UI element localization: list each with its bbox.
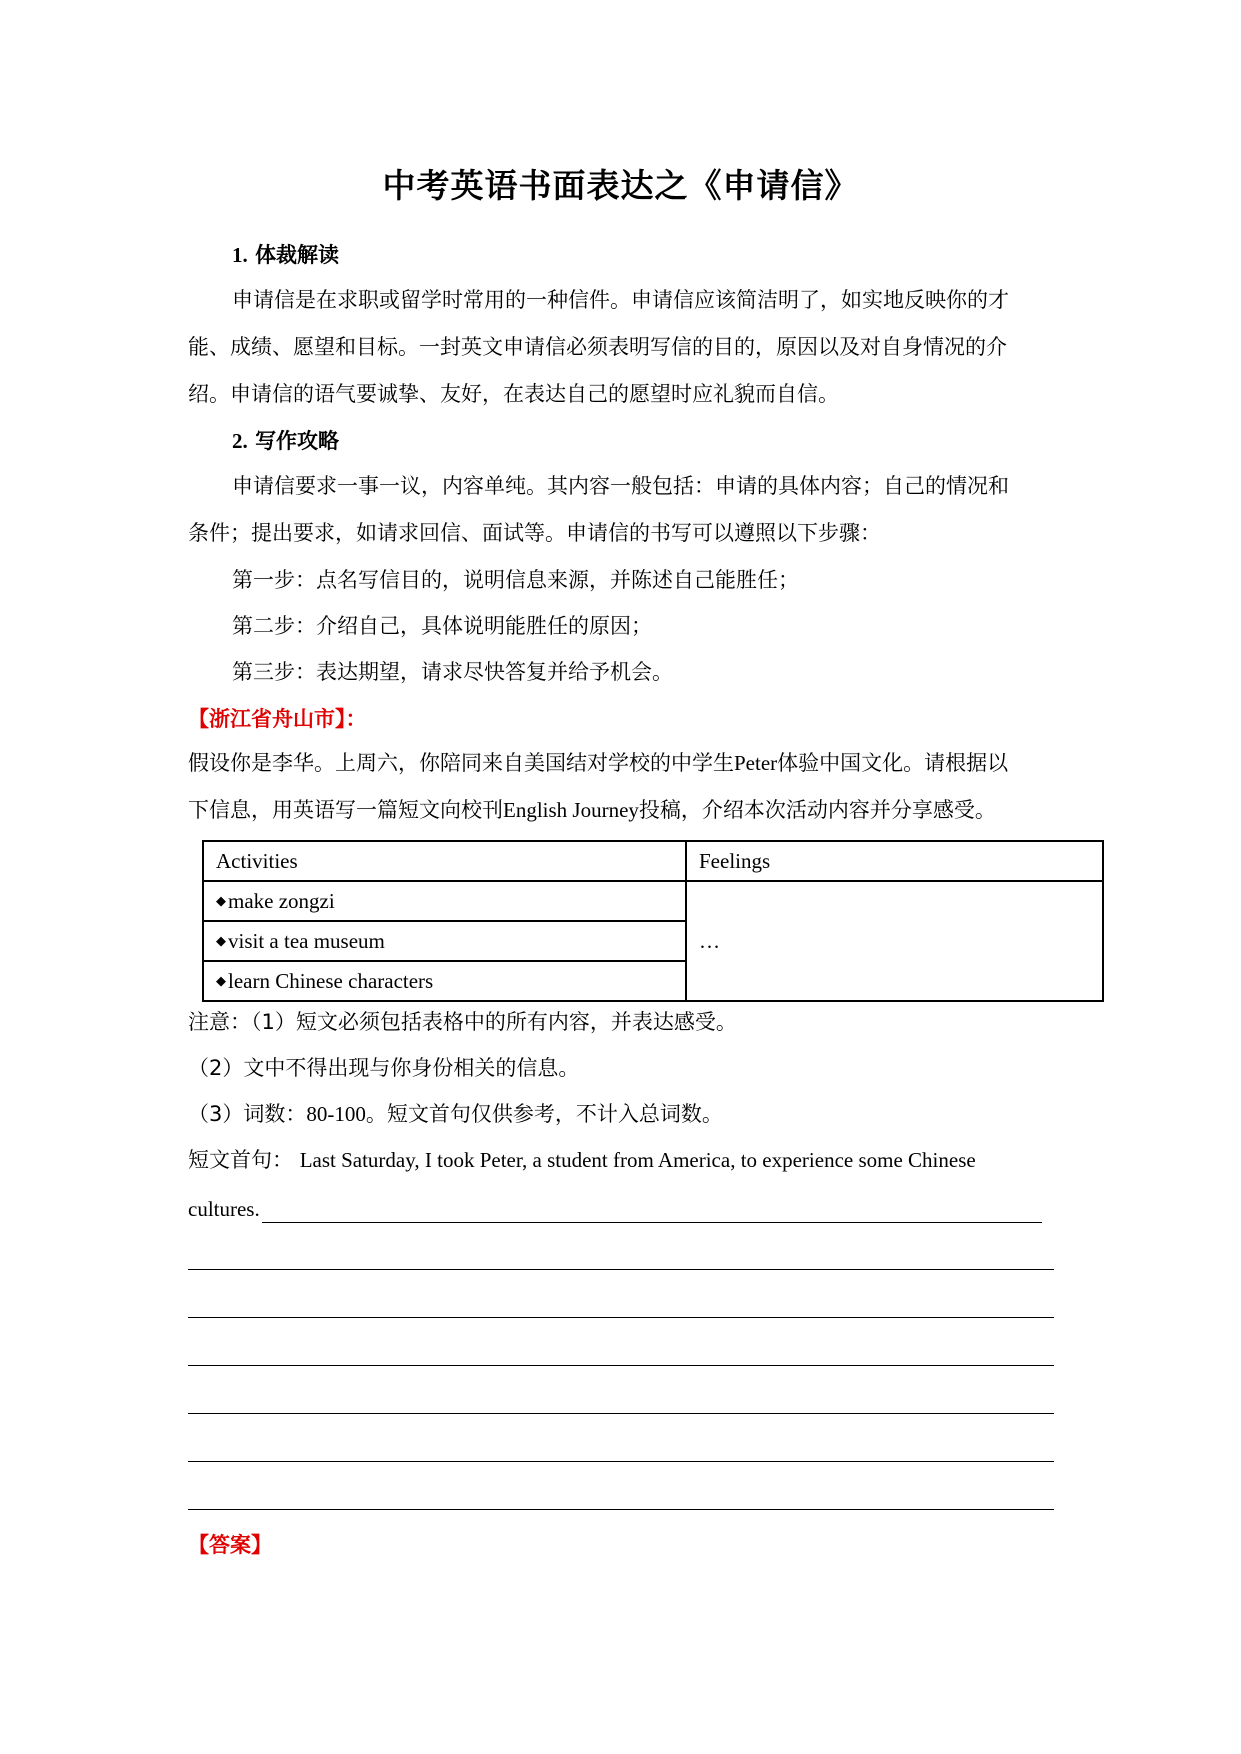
section1-title: 体裁解读 [255, 243, 340, 267]
prompt-text: 体验中国文化。请根据以 [777, 751, 1009, 775]
section2-title: 写作攻略 [255, 429, 340, 453]
activities-table [202, 840, 1104, 1002]
writing-line[interactable] [262, 1222, 1042, 1223]
note-3 [188, 1099, 723, 1129]
note-text: 。短文首句仅供参考，不计入总词数。 [365, 1102, 723, 1126]
header-activities: Activities [203, 841, 686, 881]
prompt-text: 假设你是李华。上周六，你陪同来自美国结对学校的中学生 [188, 751, 734, 775]
prompt-name: Peter [734, 751, 778, 775]
activity-text: visit a tea museum [228, 928, 385, 953]
word-count: 80-100 [306, 1102, 366, 1126]
activity-text: make zongzi [228, 888, 335, 913]
writing-line[interactable] [188, 1365, 1054, 1366]
diamond-bullet-icon: ◆ [216, 932, 226, 948]
first-sentence-line-2: cultures. [188, 1197, 260, 1221]
header-feelings: Feelings [686, 841, 1103, 881]
table-row [203, 881, 1103, 921]
prompt-journal-name: English Journey [503, 798, 639, 822]
note-1: 注意：（1）短文必须包括表格中的所有内容，并表达感受。 [188, 1010, 737, 1034]
prompt-line-1 [188, 748, 1008, 778]
activity-cell [203, 961, 686, 1001]
activity-text: learn Chinese characters [228, 968, 434, 993]
note-2: （2）文中不得出现与你身份相关的信息。 [188, 1056, 580, 1080]
step-3: 第三步：表达期望，请求尽快答复并给予机会。 [232, 660, 673, 684]
first-sentence-text: Last Saturday, I took Peter, a student from America, to experience some Chinese [299, 1148, 976, 1172]
answer-label: 【答案】 [188, 1533, 272, 1557]
first-sentence-line-1 [188, 1145, 976, 1175]
section1-para-line-3: 绍。申请信的语气要诚挚、友好，在表达自己的愿望时应礼貌而自信。 [188, 382, 839, 406]
writing-line[interactable] [188, 1317, 1054, 1318]
page-title: 中考英语书面表达之《申请信》 [382, 166, 859, 205]
diamond-bullet-icon: ◆ [216, 892, 226, 908]
section2-para-line-1: 申请信要求一事一议，内容单纯。其内容一般包括：申请的具体内容；自己的情况和 [232, 474, 1009, 498]
prompt-line-2 [188, 795, 996, 825]
step-2: 第二步：介绍自己，具体说明能胜任的原因； [232, 614, 652, 638]
section1-number: 1. [232, 243, 248, 267]
writing-line[interactable] [188, 1413, 1054, 1414]
section1-para-line-2: 能、成绩、愿望和目标。一封英文申请信必须表明写信的目的，原因以及对自身情况的介 [188, 335, 1007, 359]
step-1: 第一步：点名写信目的，说明信息来源，并陈述自己能胜任； [232, 568, 799, 592]
note-text: （3）词数： [188, 1102, 307, 1126]
diamond-bullet-icon: ◆ [216, 972, 226, 988]
feelings-cell: … [686, 881, 1103, 1001]
writing-line[interactable] [188, 1509, 1054, 1510]
prompt-text: 投稿，介绍本次活动内容并分享感受。 [638, 798, 996, 822]
section2-para-line-2: 条件；提出要求，如请求回信、面试等。申请信的书写可以遵照以下步骤： [188, 521, 881, 545]
table-header-row [203, 841, 1103, 881]
writing-line[interactable] [188, 1269, 1054, 1270]
section2-number: 2. [232, 429, 248, 453]
exam-source: 【浙江省舟山市】： [188, 707, 367, 731]
activity-cell [203, 921, 686, 961]
section1-para-line-1: 申请信是在求职或留学时常用的一种信件。申请信应该简洁明了，如实地反映你的才 [232, 288, 1009, 312]
first-sentence-label: 短文首句： [188, 1148, 293, 1172]
activity-cell [203, 881, 686, 921]
prompt-text: 下信息，用英语写一篇短文向校刊 [188, 798, 503, 822]
section2-heading [232, 426, 339, 456]
section1-heading [232, 240, 339, 270]
writing-line[interactable] [188, 1461, 1054, 1462]
